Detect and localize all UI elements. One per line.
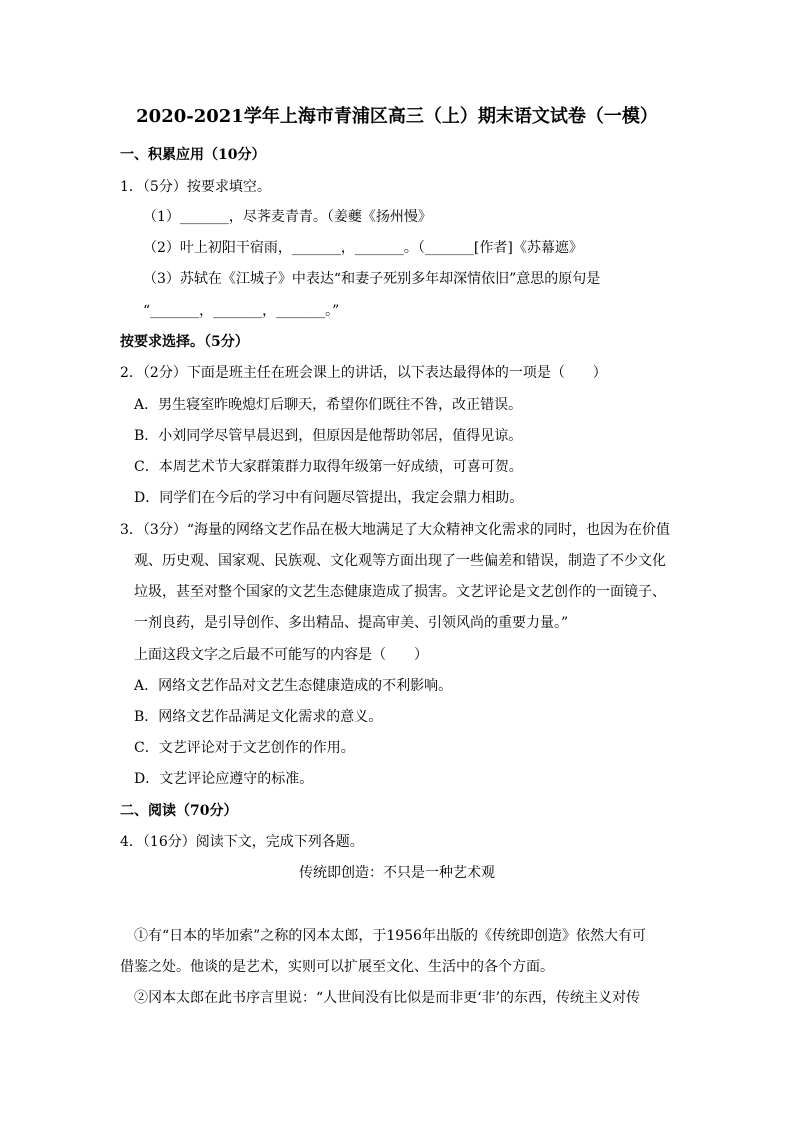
section-heading-accumulation: 一、积累应用（10分）: [120, 147, 266, 163]
sub-heading-choice: 按要求选择。（5分）: [120, 334, 249, 350]
question-3-prompt: 上面这段文字之后最不可能写的内容是（ ）: [134, 647, 428, 663]
question-1-stem: 1．（5分）按要求填空。: [120, 179, 271, 195]
question-1-line-2: （2）叶上初阳干宿雨，_______，_______。（_______[作者]《苏幕遮》: [143, 240, 583, 256]
question-3-line-4: 一剂良药，是引导创作、多出精品、提高审美、引领风尚的重要力量。”: [134, 615, 569, 631]
question-1-line-4: “_______，_______，_______。”: [143, 303, 340, 319]
article-paragraph-1-line-1: ①有“日本的毕加索”之称的冈本太郎，于1956年出版的《传统即创造》依然大有可: [134, 928, 646, 944]
question-3-line-1: 3．（3分）“海量的网络文艺作品在极大地满足了大众精神文化需求的同时，也因为在价值: [120, 522, 670, 538]
question-1-line-1: （1）_______，尽荠麦青青。（姜夔《扬州慢》: [143, 209, 432, 225]
question-2-option-a: A．男生寝室昨晚熄灯后聊天，希望你们既往不咎，改正错误。: [134, 397, 523, 413]
section-heading-reading: 二、阅读（70分）: [120, 803, 238, 819]
question-3-line-3: 垃圾，甚至对整个国家的文艺生态健康造成了损害。文艺评论是文艺创作的一面镜子、: [134, 584, 666, 600]
question-3-option-a: A．网络文艺作品对文艺生态健康造成的不利影响。: [134, 678, 453, 694]
page-title: 2020-2021学年上海市青浦区高三（上）期末语文试卷（一模）: [136, 106, 658, 127]
article-title: 传统即创造：不只是一种艺术观: [299, 865, 495, 881]
question-3-option-b: B．网络文艺作品满足文化需求的意义。: [134, 709, 383, 725]
question-2-option-c: C．本周艺术节大家群策群力取得年级第一好成绩，可喜可贺。: [134, 459, 523, 475]
question-4-stem: 4．（16分）阅读下文，完成下列各题。: [120, 834, 364, 850]
question-2-option-b: B．小刘同学尽管早晨迟到，但原因是他帮助邻居，值得见谅。: [134, 428, 523, 444]
article-paragraph-2-line-1: ②冈本太郎在此书序言里说：“人世间没有比似是而非更‘非’的东西，传统主义对传: [134, 990, 641, 1006]
question-3-option-c: C．文艺评论对于文艺创作的作用。: [134, 740, 355, 756]
question-3-line-2: 观、历史观、国家观、民族观、文化观等方面出现了一些偏差和错误，制造了不少文化: [134, 553, 666, 569]
question-2-option-d: D．同学们在今后的学习中有问题尽管提出，我定会鼎力相助。: [134, 490, 524, 506]
question-2-stem: 2．（2分）下面是班主任在班会课上的讲话，以下表达最得体的一项是（ ）: [120, 365, 607, 381]
question-1-line-3: （3）苏轼在《江城子》中表达“和妻子死别多年却深情依旧”意思的原句是: [143, 271, 601, 287]
question-3-option-d: D．文艺评论应遵守的标准。: [134, 771, 314, 787]
article-paragraph-1-line-2: 借鉴之处。他谈的是艺术，实则可以扩展至文化、生活中的各个方面。: [120, 959, 554, 975]
